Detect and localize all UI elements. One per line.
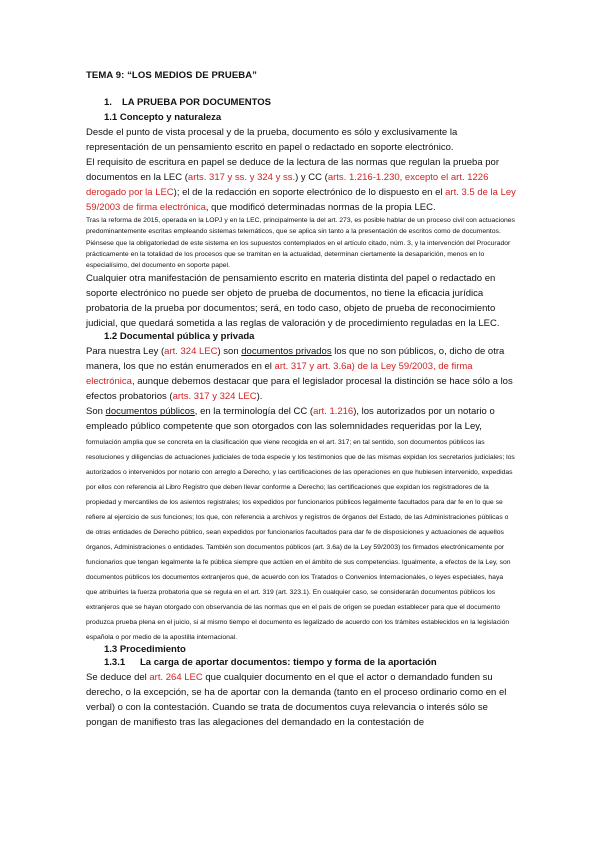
subsection-label: La carga de aportar documentos: tiempo y forma de la aportación bbox=[140, 657, 437, 669]
section-label: LA PRUEBA POR DOCUMENTOS bbox=[122, 97, 272, 108]
text-run: , que modificó determinadas normas de la propia LEC. bbox=[205, 202, 436, 213]
text-run: ) y CC ( bbox=[295, 172, 328, 183]
text-run: ), los autorizados por un notario o empleado público competente que son otorgados con las solemnidades requeridas por la Ley, bbox=[86, 406, 495, 433]
subsection-heading-1-3-1 bbox=[104, 657, 516, 668]
text-run: , aunque debemos destacar que para el legislador procesal la distinción se hace sólo a los efectos probatorios ( bbox=[86, 376, 513, 403]
legal-reference: arts. 317 y 324 LEC bbox=[172, 391, 257, 403]
underlined-term: documentos públicos bbox=[105, 406, 195, 418]
text-run: Para nuestra Ley ( bbox=[86, 346, 165, 358]
legal-reference: art. 3.5 de la Ley 59/2003 de firma electrónica bbox=[86, 187, 516, 213]
paragraph-burden-of-documents bbox=[86, 670, 516, 730]
section-number: 1. bbox=[104, 97, 112, 108]
document-title: TEMA 9: “LOS MEDIOS DE PRUEBA” bbox=[86, 70, 258, 81]
paragraph-definition: Desde el punto de vista procesal y de la prueba, documento es sólo y exclusivamente la representación de un pensamiento escrito en papel o redactado en soporte electrónico. bbox=[86, 127, 458, 153]
subsection-number: 1.3.1 bbox=[104, 657, 126, 669]
legal-reference: art. 264 LEC bbox=[149, 672, 203, 684]
text-run: Se deduce del bbox=[86, 672, 150, 684]
text-run: , en la terminología del CC ( bbox=[194, 406, 314, 418]
text-run: El requisito de escritura en papel se deduce de la lectura de las normas que regulan la prueba por documentos en la LEC ( bbox=[86, 157, 499, 183]
text-run: los que no son públicos, o, dicho de otra manera, los que no están enumerados en el bbox=[86, 346, 505, 373]
paragraph-public-documents bbox=[86, 404, 516, 644]
small-print-classification: formulación amplia que se concreta en la clasificación que viene recogida en el art. 317; en tal sentido, son documentos públicos las resoluciones y diligencias de actuaciones judiciales de toda especie y los testimonios que de las mismas expidan los secretarios judiciales; los autorizados o intervenidos por notario con arreglo a Derecho, y las certificaciones de las operaciones en que hubiesen intervenido, expedidas por ellos con referencia al Libro Registro que deben llevar conforme a Derecho; las certificaciones que expidan los registradores de la propiedad y mercantiles de los asientos registrales; los expedidos por funcionarios públicos legalmente facultados para dar fe en lo que se refiere al ejercicio de sus funciones; los que, con referencia a archivos y registros de órganos del Estado, de las Administraciones públicas o de otras entidades de Derecho público, sean expedidos por funcionarios facultados para dar fe de disposiciones y actuaciones de aquellos órganos, Administraciones o entidades. También son documentos públicos (art. 3.6a) de la Ley 59/2003) los firmados electrónicamente por funcionarios que tengan legalmente la fe pública siempre que actúen en el ámbito de sus competencias. Igualmente, a efectos de la Ley, son documentos públicos los documentos extranjeros que, de acuerdo con los Tratados o Convenios Internacionales, o leyes especiales, haya que atribuirles la fuerza probatoria que se regula en el art. 319 (art. 323.1). En cualquier caso, se considerarán documentos públicos los extranjeros que se hayan otorgado con observancia de las normas que en el país de origen se puedan establecer para que el documento produzca prueba plena en el juicio, si al mismo tiempo el documento es legalizado de acuerdo con los trámites establecidos en la legislación española o por medio de la apostilla internacional. bbox=[86, 439, 515, 642]
underlined-term: documentos privados bbox=[241, 346, 332, 358]
text-run: ) son bbox=[217, 346, 242, 358]
paragraph-written-requirement bbox=[86, 155, 516, 215]
text-run: que cualquier documento en el que el actor o demandado funden su derecho, o la excepción, se ha de aportar con la demanda (tanto en el proceso ordinario como en el verbal) o con la contestación. Cuando se trata de documentos cuya relevancia o interés sólo se pongan de manifiesto tras las alegaciones del demandado en la contestación de bbox=[86, 672, 507, 729]
legal-reference: arts. 1.216-1.230, excepto el art. 1226 derogado por la LEC bbox=[86, 172, 489, 198]
paragraph-other-manifestations: Cualquier otra manifestación de pensamiento escrito en materia distinta del papel o redactado en soporte electrónico no puede ser objeto de prueba de documentos, no tiene la eficacia jurídica probatoria de la prueba por documentos; será, en todo caso, objeto de prueba de reconocimiento judicial, que quedará sometida a las reglas de valoración y de procedimiento reguladas en la LEC. bbox=[86, 273, 500, 330]
section-heading-1 bbox=[104, 97, 516, 108]
legal-reference: art. 317 y art. 3.6a) de la Ley 59/2003, de firma electrónica bbox=[86, 361, 473, 388]
legal-reference: art. 324 LEC bbox=[164, 346, 218, 358]
subsection-heading-1-2: 1.2 Documental pública y privada bbox=[104, 331, 255, 343]
text-run: ); el de la redacción en soporte electrónico de lo dispuesto en el bbox=[173, 187, 446, 198]
legal-reference: art. 1.216 bbox=[313, 406, 354, 418]
page-content bbox=[86, 70, 516, 730]
text-run: ). bbox=[256, 391, 263, 403]
paragraph-private-documents bbox=[86, 344, 516, 404]
legal-reference: arts. 317 y ss. y 324 y ss. bbox=[187, 172, 296, 183]
text-run: Son bbox=[86, 406, 106, 418]
subsection-heading-1-3: 1.3 Procedimiento bbox=[104, 644, 186, 656]
note-reform-2015: Tras la reforma de 2015, operada en la LOPJ y en la LEC, principalmente la del art. 273, es posible hablar de un proceso civil con actuaciones predominantemente escritas empleando sistemas telemáticos, que se aplica sin tanto a la presentación de escritos como de documentos. Piénsese que la obligatoriedad de este sistema en los supuestos contemplados en el artículo citado, núm. 3, y la intervención del Procurador prácticamente en la totalidad de los procesos que se tramitan en la actualidad, determinan ciertamente la desaparición, menos en lo especialísimo, del documento en soporte papel. bbox=[86, 217, 515, 270]
subsection-heading-1-1: 1.1 Concepto y naturaleza bbox=[104, 112, 222, 123]
